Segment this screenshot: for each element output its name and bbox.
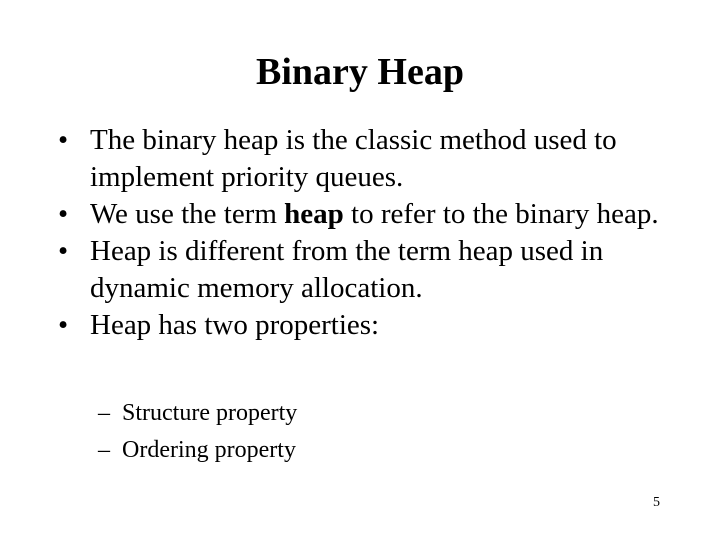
sub-bullet-marker: – xyxy=(98,437,110,463)
bullet-item xyxy=(58,122,678,196)
bullet-text: The binary heap is the classic method used to implement priority queues. xyxy=(90,124,617,193)
page-number: 5 xyxy=(653,495,660,510)
bullet-text-before: We use the term xyxy=(90,198,285,230)
slide-title: Binary Heap xyxy=(256,51,464,93)
bullet-item xyxy=(58,196,678,233)
bullet-marker: • xyxy=(58,198,69,230)
sub-bullet-text: Ordering property xyxy=(122,437,296,463)
bullet-item xyxy=(58,233,678,307)
sub-bullet-item xyxy=(98,395,297,432)
sub-bullet-text: Structure property xyxy=(122,400,298,426)
bullet-emphasis-term: heap xyxy=(284,198,344,230)
bullet-marker: • xyxy=(58,235,69,267)
sub-bullet-item xyxy=(98,432,297,469)
bullet-marker: • xyxy=(58,124,69,156)
bullet-item xyxy=(58,307,678,344)
bullet-list xyxy=(58,122,678,344)
bullet-text: Heap has two properties: xyxy=(90,309,380,341)
bullet-text-after: to refer to the binary heap. xyxy=(343,198,659,230)
sub-bullet-marker: – xyxy=(98,400,110,426)
sub-bullet-list xyxy=(98,395,297,469)
bullet-text: Heap is different from the term heap used in dynamic memory allocation. xyxy=(90,235,604,304)
bullet-marker: • xyxy=(58,309,69,341)
